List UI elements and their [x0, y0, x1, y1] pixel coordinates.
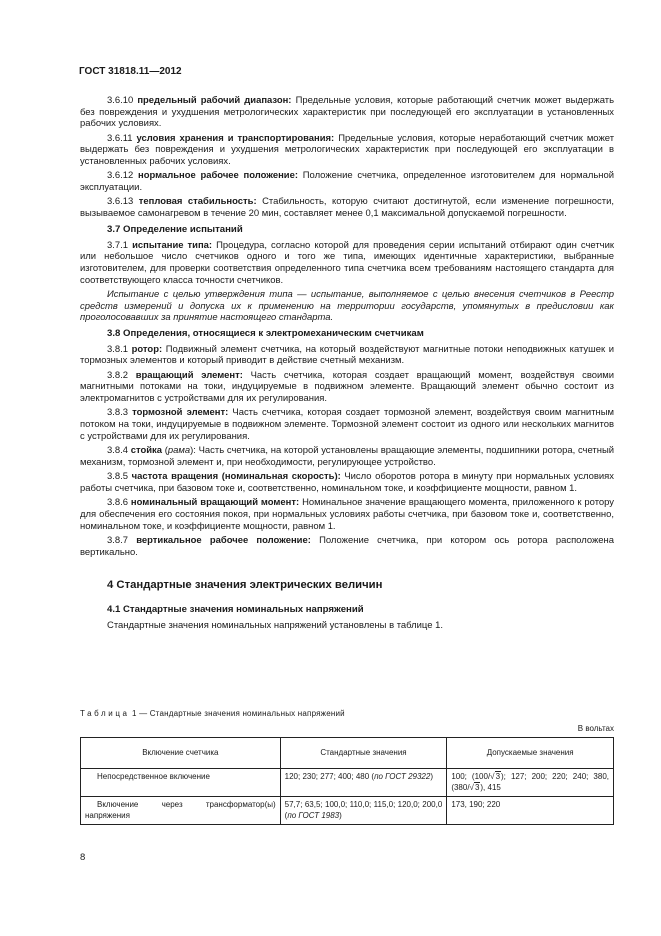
table-row — [81, 797, 614, 825]
table-caption: Таблица 1 — Стандартные значения номинальных напряжений — [80, 709, 345, 718]
subsection-heading-4-1: 4.1 Стандартные значения номинальных напряжений — [107, 603, 364, 615]
table-cell-standard: 120; 230; 277; 400; 480 (по ГОСТ 29322) — [280, 769, 447, 797]
subsection-heading-3-7: 3.7 Определение испытаний — [107, 223, 243, 235]
definition-3-7-1: 3.7.1 испытание типа: Процедура, согласно которой для проведения серии испытаний отбирают один счетчик или небольшое число счетчиков одного и того же типа, имеющих идентичные характеристики, выбранные изготовителем, для проверки соответствия определенного типа счетчика всем требованиям настоящего стандарта для соответствующего класса точности счетчиков. — [80, 239, 615, 286]
table-cell-allowed: 100; (100/√3); 127; 200; 220; 240; 380, (380/√3), 415 — [447, 769, 614, 797]
sqrt-icon: √ — [490, 772, 495, 781]
definition-3-8-7: 3.8.7 вертикальное рабочее положение: Положение счетчика, при котором ось ротора расположена вертикально. — [80, 534, 615, 558]
subsection-heading-3-8: 3.8 Определения, относящиеся к электромеханическим счетчикам — [107, 328, 424, 340]
section-heading-4: 4 Стандартные значения электрических величин — [107, 579, 383, 592]
definition-3-6-12: 3.6.12 нормальное рабочее положение: Положение счетчика, определенное изготовителем для нормальной эксплуатации. — [80, 170, 615, 194]
note-3-7-1: Испытание с целью утверждения типа — испытание, выполняемое с целью внесения счетчиков в Реестр средств измерений и допуска их к применению на территории государств, упомянутых в предисловии как проголосовавших за принятие настоящего стандарта. — [80, 288, 614, 324]
definition-3-6-10: 3.6.10 предельный рабочий диапазон: Предельные условия, которые работающий счетчик может выдержать без повреждения и ухудшения метрологических характеристик при последующей его эксплуатации в установленных рабочих условиях. — [80, 95, 614, 130]
table-header-row — [81, 738, 614, 769]
table-header-standard: Стандартные значения — [280, 738, 447, 769]
definition-3-8-6: 3.8.6 номинальный вращающий момент: Номинальное значение вращающего момента, приложенного к ротору для обеспечения его состояния покоя, при нормальных условиях работы счетчика, при базовом токе и, соответственно, номинальном токе, и коэффициенте мощности, равном 1. — [80, 497, 615, 532]
definition-3-6-13: 3.6.13 тепловая стабильность: Стабильность, которую считают достигнутой, если изменение погрешности, вызываемое самонагревом в течение 20 мин, составляет менее 0,1 максимальной допускаемой погрешности. — [80, 196, 614, 220]
voltage-table — [80, 737, 614, 825]
sqrt-icon: √ — [469, 782, 474, 792]
table-cell-allowed: 173, 190; 220 — [447, 797, 614, 825]
definition-3-8-3: 3.8.3 тормозной элемент: Часть счетчика, которая создает тормозной элемент, воздействуя своим магнитным потоком на токи, индуцируемые в подвижном элементе. Тормозной элемент состоит из одного или нескольких магнитов с устройствами для их регулирования. — [80, 407, 614, 442]
table-unit-label: В вольтах — [577, 724, 614, 733]
table-cell-connection: Непосредственное включение — [81, 769, 281, 797]
page-number: 8 — [80, 852, 86, 863]
table-row — [81, 769, 614, 797]
paragraph-4-1: Стандартные значения номинальных напряжений установлены в таблице 1. — [107, 619, 443, 631]
table-header-allowed: Допускаемые значения — [447, 738, 614, 769]
definition-3-8-4: 3.8.4 стойка (рама): Часть счетчика, на которой установлены вращающие элементы, подшипники ротора, счетный механизм, тормозной элемент и, при необходимости, регулирующее устройство. — [80, 445, 614, 468]
document-header: ГОСТ 31818.11—2012 — [79, 66, 182, 77]
table-header-connection: Включение счетчика — [81, 738, 281, 769]
table-cell-standard: 57,7; 63,5; 100,0; 110,0; 115,0; 120,0; 200,0 (по ГОСТ 1983) — [280, 797, 447, 825]
definition-3-8-1: 3.8.1 ротор: Подвижный элемент счетчика, на который воздействуют магнитные потоки неподвижных катушек и тормозных элементов и который приводит в действие счетный механизм. — [80, 343, 614, 367]
table-cell-connection: Включение через трансформатор(ы) напряжения — [81, 797, 281, 825]
definition-3-8-2: 3.8.2 вращающий элемент: Часть счетчика, которая создает вращающий момент, воздействуя своими магнитными потоками на токи, индуцируемые в подвижном элементе. Вращающий элемент обычно состоит из электромагнитов с устройствами для их регулирования. — [80, 369, 615, 405]
definition-3-8-5: 3.8.5 частота вращения (номинальная скорость): Число оборотов ротора в минуту при нормальных условиях работы счетчика, при базовом токе и, соответственно, номинальном токе, и коэффициенте мощности, равном 1. — [80, 471, 615, 494]
document-body — [80, 95, 614, 634]
definition-3-6-11: 3.6.11 условия хранения и транспортирования: Предельные условия, которые неработающий счетчик может выдержать без повреждения и ухудшения метрологических характеристик при последующей его эксплуатации в установленных рабочих условиях. — [80, 132, 615, 168]
